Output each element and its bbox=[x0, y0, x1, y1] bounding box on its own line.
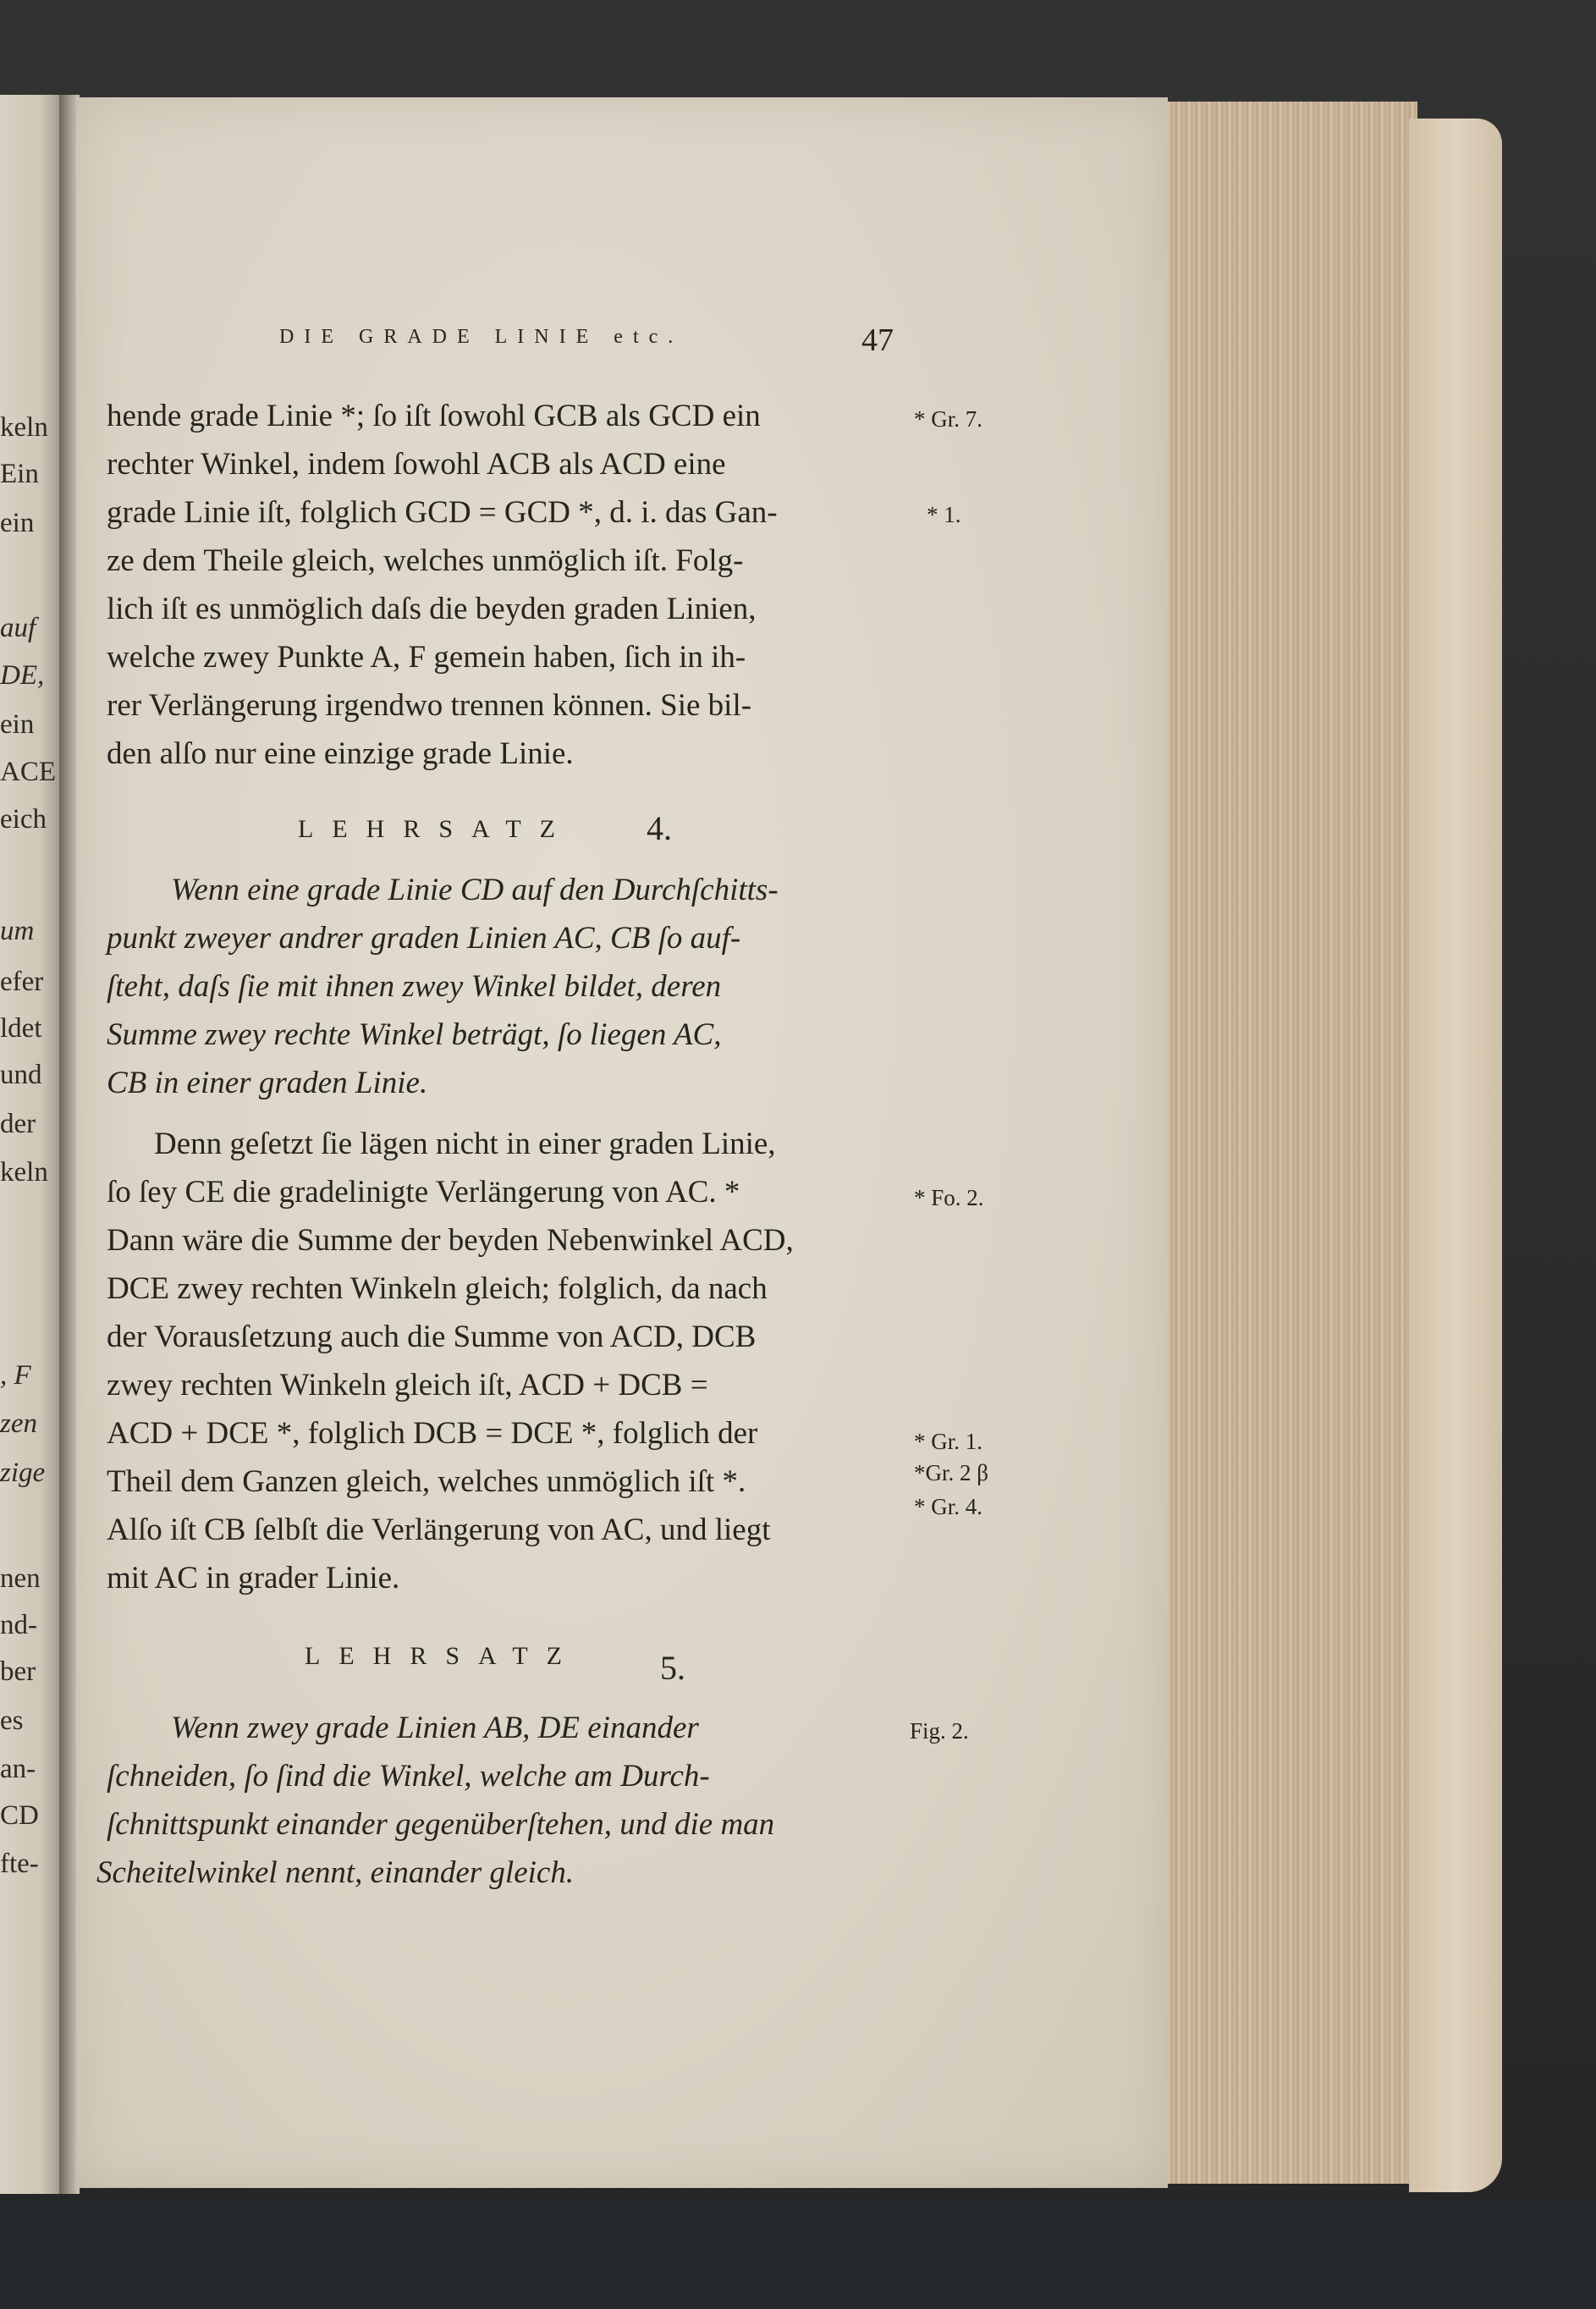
theorem-number: 4. bbox=[647, 809, 672, 847]
text-line: Theil dem Ganzen gleich, welches unmöglich iſt *. bbox=[107, 1464, 746, 1499]
margin-note: * Fo. 2. bbox=[914, 1185, 984, 1210]
facing-fragment: nd- bbox=[0, 1610, 37, 1640]
margin-note: * 1. bbox=[927, 502, 961, 527]
theorem-heading: LEHRSATZ bbox=[305, 1642, 581, 1670]
facing-fragment: an- bbox=[0, 1754, 36, 1784]
theorem-line: CB in einer graden Linie. bbox=[107, 1066, 428, 1100]
page-edges bbox=[1164, 102, 1417, 2184]
theorem-number: 5. bbox=[660, 1649, 685, 1687]
facing-page bbox=[0, 95, 59, 2194]
facing-fragment: um bbox=[0, 916, 35, 946]
theorem-line: ſteht, daſs ſie mit ihnen zwey Winkel bildet, deren bbox=[107, 969, 722, 1004]
facing-fragment: nen bbox=[0, 1563, 41, 1594]
facing-fragment: zige bbox=[0, 1458, 46, 1488]
facing-fragment: keln bbox=[0, 1157, 48, 1188]
text-line: mit AC in grader Linie. bbox=[107, 1561, 400, 1595]
book-cover-edge bbox=[1409, 118, 1502, 2192]
text-line: rechter Winkel, indem ſowohl ACB als ACD eine bbox=[107, 447, 726, 482]
theorem-line: ſchneiden, ſo ſind die Winkel, welche am Durch- bbox=[107, 1759, 710, 1794]
facing-fragment: , F bbox=[0, 1360, 31, 1391]
facing-fragment: efer bbox=[0, 967, 44, 997]
text-line: Dann wäre die Summe der beyden Nebenwinkel ACD, bbox=[107, 1223, 794, 1258]
text-line: ze dem Theile gleich, welches unmöglich iſt. Folg- bbox=[107, 543, 744, 578]
theorem-line: Summe zwey rechte Winkel beträgt, ſo liegen AC, bbox=[107, 1017, 722, 1052]
margin-note: * Gr. 7. bbox=[914, 406, 982, 432]
text-line: zwey rechten Winkeln gleich iſt, ACD + DCB = bbox=[107, 1368, 708, 1402]
book-page bbox=[76, 97, 1168, 2188]
facing-fragment: CD bbox=[0, 1800, 39, 1831]
facing-fragment: fte- bbox=[0, 1849, 39, 1879]
text-line: der Vorausſetzung auch die Summe von ACD, DCB bbox=[107, 1320, 757, 1354]
text-line: ACD + DCE *, folglich DCB = DCE *, folglich der bbox=[107, 1416, 758, 1451]
facing-fragment: der bbox=[0, 1109, 36, 1139]
theorem-line: punkt zweyer andrer graden Linien AC, CB ſo auf- bbox=[107, 921, 741, 956]
text-line: rer Verlängerung irgendwo trennen können. Sie bil- bbox=[107, 688, 752, 723]
scan-bottom-shadow bbox=[0, 2201, 1596, 2309]
facing-fragment: Ein bbox=[0, 459, 39, 489]
page-number: 47 bbox=[861, 322, 894, 358]
facing-fragment: es bbox=[0, 1706, 24, 1736]
text-line: ſo ſey CE die gradelinigte Verlängerung von AC. * bbox=[107, 1175, 740, 1210]
facing-fragment: und bbox=[0, 1060, 42, 1090]
theorem-line: Wenn zwey grade Linien AB, DE einander bbox=[171, 1711, 699, 1745]
text-line: den alſo nur eine einzige grade Linie. bbox=[107, 736, 574, 771]
text-line: lich iſt es unmöglich daſs die beyden graden Linien, bbox=[107, 592, 757, 626]
margin-note: *Gr. 2 β bbox=[914, 1460, 988, 1485]
margin-note: * Gr. 4. bbox=[914, 1494, 982, 1519]
facing-fragment: ein bbox=[0, 709, 35, 740]
facing-fragment: ldet bbox=[0, 1013, 42, 1044]
facing-fragment: eich bbox=[0, 804, 47, 835]
facing-fragment: DE, bbox=[0, 660, 45, 691]
theorem-heading: LEHRSATZ bbox=[298, 815, 574, 843]
margin-note: Fig. 2. bbox=[910, 1718, 969, 1744]
text-line: Denn geſetzt ſie lägen nicht in einer graden Linie, bbox=[154, 1127, 776, 1161]
margin-note: * Gr. 1. bbox=[914, 1429, 982, 1454]
text-line: welche zwey Punkte A, F gemein haben, ſich in ih- bbox=[107, 640, 746, 675]
facing-fragment: auf bbox=[0, 613, 36, 643]
facing-fragment: keln bbox=[0, 412, 48, 443]
facing-fragment: ein bbox=[0, 508, 35, 538]
running-header: DIE GRADE LINIE etc. bbox=[279, 326, 684, 348]
facing-fragment: ber bbox=[0, 1656, 36, 1687]
text-line: hende grade Linie *; ſo iſt ſowohl GCB als GCD ein bbox=[107, 399, 761, 433]
facing-fragment: zen bbox=[0, 1408, 37, 1439]
theorem-line: ſchnittspunkt einander gegenüberſtehen, und die man bbox=[107, 1807, 775, 1842]
text-line: grade Linie iſt, folglich GCD = GCD *, d. i. das Gan- bbox=[107, 495, 778, 530]
theorem-line: Scheitelwinkel nennt, einander gleich. bbox=[96, 1855, 575, 1890]
text-line: Alſo iſt CB ſelbſt die Verlängerung von AC, und liegt bbox=[107, 1513, 771, 1547]
text-line: DCE zwey rechten Winkeln gleich; folglich, da nach bbox=[107, 1271, 768, 1306]
theorem-line: Wenn eine grade Linie CD auf den Durchſchitts- bbox=[171, 873, 779, 907]
facing-fragment: ACE bbox=[0, 757, 56, 787]
